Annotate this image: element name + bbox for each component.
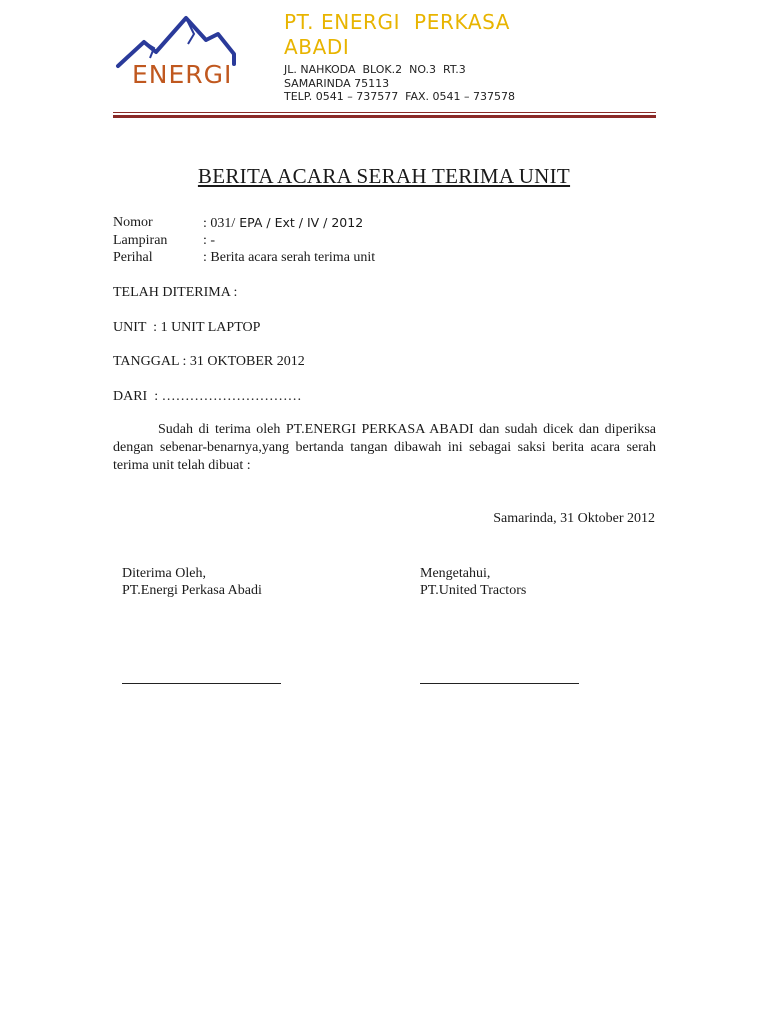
header-rule-thick [113,115,656,118]
telah-diterima-label: TELAH DITERIMA : [113,285,238,300]
signature-left-role: Diterima Oleh, [122,566,206,581]
lampiran-value: : - [203,233,216,248]
address-line2: SAMARINDA 75113 [284,77,390,90]
document-title: BERITA ACARA SERAH TERIMA UNIT [197,164,571,188]
company-logo [114,14,240,96]
nomor-label: Nomor [113,215,153,230]
tanggal-field: TANGGAL : 31 OKTOBER 2012 [113,354,305,369]
nomor-separator: : 031/ [203,216,236,231]
signature-right-role: Mengetahui, [420,566,491,581]
header-rule-thin [113,112,656,113]
body-paragraph: Sudah di terima oleh PT.ENERGI PERKASA ABADI dan sudah dicek dan diperiksa dengan sebenar-benarnya,yang bertanda tangan dibawah ini sebagai saksi berita acara serah terima unit telah dibuat : [113,422,656,473]
nomor-code: EPA / Ext / IV / 2012 [235,215,364,230]
address-line3: TELP. 0541 – 737577 FAX. 0541 – 737578 [284,90,516,103]
company-name-line1: PT. ENERGI PERKASA [284,10,511,34]
signature-line-left [122,683,281,684]
lampiran-label: Lampiran [113,233,168,248]
logo-text: ENERGI [132,60,233,89]
signature-right-company: PT.United Tractors [420,583,527,598]
company-name [284,10,584,60]
perihal-label: Perihal [113,250,153,265]
signature-line-right [420,683,579,684]
signature-left-company: PT.Energi Perkasa Abadi [122,583,262,598]
company-name-line2: ABADI [284,35,350,59]
place-date: Samarinda, 31 Oktober 2012 [493,511,655,526]
dari-field: DARI : ………………………… [113,389,302,404]
address-line1: JL. NAHKODA BLOK.2 NO.3 RT.3 [284,63,466,76]
unit-field: UNIT : 1 UNIT LAPTOP [113,320,261,335]
perihal-value: : Berita acara serah terima unit [203,250,376,265]
nomor-value [203,214,363,232]
